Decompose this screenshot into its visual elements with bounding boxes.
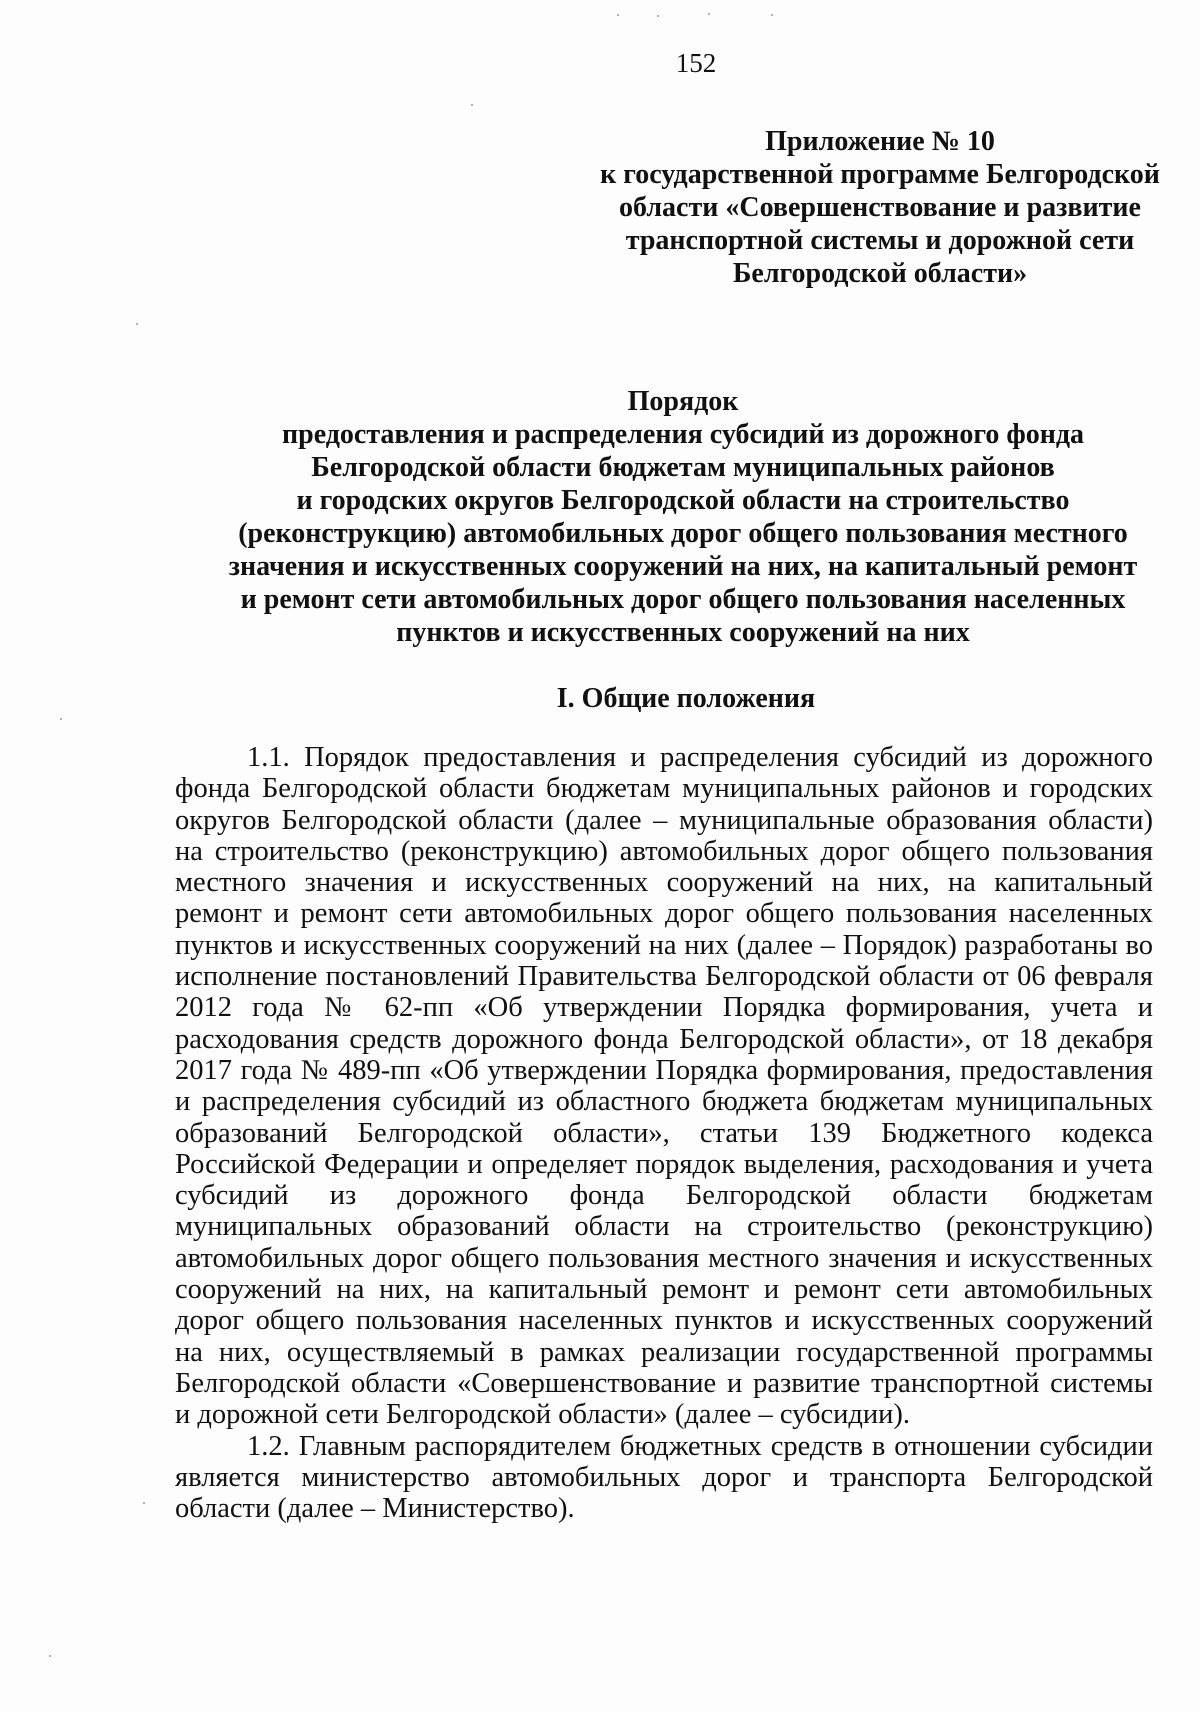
appendix-line: к государственной программе Белгородской: [600, 159, 1160, 190]
title-line: и ремонт сети автомобильных дорог общего пользования населенных: [240, 584, 1126, 615]
title-line: значения и искусственных сооружений на них, на капитальный ремонт: [228, 551, 1138, 582]
appendix-line: транспортной системы и дорожной сети: [625, 225, 1135, 256]
title-line: предоставления и распределения субсидий из дорожного фонда: [281, 419, 1085, 450]
document-title: [198, 385, 1168, 649]
section-heading: I. Общие положения: [556, 683, 816, 714]
section-body: [175, 742, 1153, 1524]
appendix-line: области «Совершенствование и развитие: [619, 192, 1141, 223]
title-line: пунктов и искусственных сооружений на них: [396, 617, 970, 648]
page-number: 152: [675, 48, 717, 78]
appendix-header: [560, 125, 1200, 290]
title-line: Порядок: [627, 386, 739, 417]
appendix-line: Приложение № 10: [765, 126, 995, 157]
title-line: Белгородской области бюджетам муниципальных районов: [311, 452, 1055, 483]
paragraph: 1.2. Главным распорядителем бюджетных средств в отношении субсидии является министерство автомобильных дорог и транспорта Белгородской области (далее – Министерство).: [175, 1430, 1153, 1525]
appendix-line: Белгородской области»: [732, 258, 1028, 289]
paragraph: 1.1. Порядок предоставления и распределения субсидий из дорожного фонда Белгородской области бюджетам муниципальных районов и городских округов Белгородской области (далее – муниципальные образования области) на строительство (реконструкцию) автомобильных дорог общего пользования местного значения и искусственных сооружений на них, на капитальный ремонт и ремонт сети автомобильных дорог общего пользования населенных пунктов и искусственных сооружений на них (далее – Порядок) разработаны во исполнение постановлений Правительства Белгородской области от 06 февраля 2012 года № 62-пп «Об утверждении Порядка формирования, учета и расходования средств дорожного фонда Белгородской области», от 18 декабря 2017 года № 489-пп «Об утверждении Порядка формирования, предоставления и распределения субсидий из областного бюджета бюджетам муниципальных образований Белгородской области», статьи 139 Бюджетного кодекса Российской Федерации и определяет порядок выделения, расходования и учета субсидий из дорожного фонда Белгородской области бюджетам муниципальных образований области на строительство (реконструкцию) автомобильных дорог общего пользования местного значения и искусственных сооружений на них, на капитальный ремонт и ремонт сети автомобильных дорог общего пользования населенных пунктов и искусственных сооружений на них, осуществляемый в рамках реализации государственной программы Белгородской области «Совершенствование и развитие транспортной системы и дорожной сети Белгородской области» (далее – субсидии).: [175, 742, 1153, 1431]
title-line: и городских округов Белгородской области на строительство: [296, 485, 1070, 516]
title-line: (реконструкцию) автомобильных дорог общего пользования местного: [238, 518, 1128, 549]
